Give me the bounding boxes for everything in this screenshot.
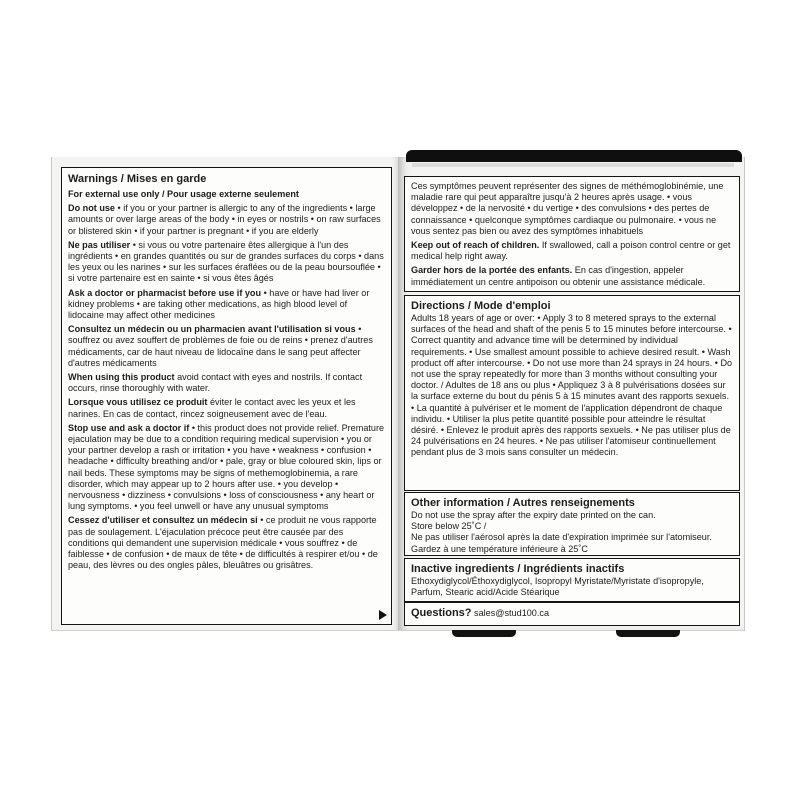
garder-text: En cas d'ingestion, appeler immédiatement un centre antipoison ou obtenir une assistance médicale. xyxy=(411,265,706,287)
cessez-title: Cessez d'utiliser et consultez un médecin si xyxy=(68,515,258,526)
ne-pas-utiliser-text: • si vous ou votre partenaire êtes allergique à l'un des ingrédients • en grandes quantités ou sur de grandes surfaces du corps • dans les yeux ou les narines • sur les surfaces éraflées ou de la peau boursouflée • si votre partenaire est en sainte • si vous êtes âgés xyxy=(68,239,384,284)
external-use-line: For external use only / Pour usage externe seulement xyxy=(68,189,299,199)
directions-section xyxy=(404,295,740,491)
keep-out-paragraph xyxy=(411,240,733,262)
keep-out-text: If swallowed, call a poison control centre or get medical help right away. xyxy=(411,240,731,262)
consultez-text: • souffrez ou avez souffert de problèmes de foie ou de reins • prenez d'autres médicaments, car de haut niveau de lidocaïne dans le sang peut affecter d'autres médicaments xyxy=(68,324,373,368)
ne-pas-utiliser-paragraph xyxy=(68,240,385,285)
questions-section xyxy=(404,602,740,626)
french-storage-line: Ne pas utiliser l'aérosol après la date d'expiration imprimée sur l'atomiseur. Gardez à une température inférieure à 25˚C xyxy=(411,532,712,554)
do-not-use-text: • if you or your partner is allergic to any of the ingredients • large amounts or over large areas of the body • in eyes or nostrils • on raw surfaces or blistered skin • if your partner is pregnant • if you are elderly xyxy=(68,203,381,236)
store-below-line: Store below 25˚C / xyxy=(411,521,487,532)
box-foot-left xyxy=(452,630,516,637)
ne-pas-utiliser-title: Ne pas utiliser xyxy=(68,239,131,250)
stop-use-text: • this product does not provide relief. Premature ejaculation may be due to a condition requiring medical supervision • you or your partner develop a rash or irritation • you have • weakness • confusion • headache • difficulty breathing and/or • pale, gray or blue coloured skin, lips or nail beds. These symptoms may be signs of methemoglobinemia, a rare disorder, which may appear up to 2 hours after use. • you develop • nervousness • dizziness • convulsions • loss of consciousness • any heart or lung symptoms. • you feel unwell or have any unusual symptoms xyxy=(68,422,385,512)
box-top-edge xyxy=(406,150,742,162)
ask-doctor-paragraph xyxy=(68,288,385,322)
consultez-paragraph xyxy=(68,324,385,369)
symptoms-text: Ces symptômes peuvent représenter des signes de méthémoglobinémie, une maladie rare qui peut apparaître jusqu'à 2 heures après usage. • vous développez • de la nervosité • du vertige • des convulsions • des pertes de connaissance • quelconque symptômes cardiaque ou pulmonaire. • vous ne vous sentez pas bien ou avez des symptômes inhabituels xyxy=(411,181,724,236)
stop-use-title: Stop use and ask a doctor if xyxy=(68,422,190,433)
questions-contact: sales@stud100.ca xyxy=(474,608,549,618)
do-not-use-paragraph xyxy=(68,203,385,237)
when-using-text: avoid contact with eyes and nostrils. If contact occurs, rinse thoroughly with water. xyxy=(68,372,363,394)
continue-arrow-icon xyxy=(379,610,387,620)
cessez-paragraph xyxy=(68,515,385,571)
lorsque-title: Lorsque vous utilisez ce produit xyxy=(68,397,208,408)
box-top-gloss xyxy=(412,163,734,167)
warnings-heading: Warnings / Mises en garde xyxy=(68,173,207,185)
questions-line xyxy=(411,607,733,620)
stop-use-paragraph xyxy=(68,423,385,513)
consultez-title: Consultez un médecin ou un pharmacien avant l'utilisation si vous xyxy=(68,324,356,335)
do-not-use-title: Do not use xyxy=(68,203,115,214)
expiry-line: Do not use the spray after the expiry date printed on the can. xyxy=(411,510,656,520)
directions-heading: Directions / Mode d'emploi xyxy=(411,300,551,312)
ask-doctor-text: • have or have had liver or kidney problems • are taking other medications, as high blood level of lidocaine may affect other medicines xyxy=(68,287,370,321)
warnings-section xyxy=(61,167,392,625)
inactive-ingredients-text: Ethoxydiglycol/Éthoxydiglycol, Isopropyl Myristate/Myristate d'isopropyle, Parfum, Stearic acid/Acide Stéarique xyxy=(411,576,704,598)
box-foot-right xyxy=(616,630,680,637)
when-using-title: When using this product xyxy=(68,372,175,383)
keep-out-title: Keep out of reach of children. xyxy=(411,240,540,251)
inactive-ingredients-heading: Inactive ingredients / Ingrédients inactifs xyxy=(411,563,625,575)
other-information-section xyxy=(404,492,740,556)
directions-text: Adults 18 years of age or over: • Apply 3 to 8 metered sprays to the external surfaces of the head and shaft of the penis 5 to 15 minutes before intercourse. • Correct quantity and advance time will be determined by individual requirements. • Use smallest amount possible to achieve desired result. • Wash product off after intercourse. • Do not use more than 24 sprays in 24 hours. • Do not use the spray repeatedly for more than 3 months without consulting your doctor. / Adultes de 18 ans ou plus • Appliquez 3 à 8 pulvérisations dosées sur la surface externe du bout du pénis 5 à 15 minutes avant des rapports sexuels. • La quantité à pulvériser et le moment de l'application dépendront de chaque individu. • Utiliser la plus petite quantité possible pour atteindre le résultat désiré. • Enlevez le produit après des rapports sexuels. • Ne pas utiliser plus de 24 pulvérisations en 24 heures. • Ne pas utiliser l'atomiseur continuellement pendant plus de 3 mois sans consulter un médecin. xyxy=(411,313,733,458)
symptoms-section xyxy=(404,176,740,292)
lorsque-text: éviter le contact avec les yeux et les narines. En cas de contact, rincez soigneusement avec de l'eau. xyxy=(68,397,356,419)
inactive-ingredients-section xyxy=(404,558,740,602)
ask-doctor-title: Ask a doctor or pharmacist before use if you xyxy=(68,287,262,298)
other-information-heading: Other information / Autres renseignements xyxy=(411,497,635,509)
questions-label: Questions? xyxy=(411,607,472,619)
garder-paragraph xyxy=(411,265,733,287)
when-using-paragraph xyxy=(68,372,385,394)
cessez-text: • ce produit ne vous rapporte pas de soulagement. L'éjaculation précoce peut être causée par des conditions qui demandent une supervision médicale • vous souffrez • de faiblesse • de confusion • de maux de tête • de difficultés à respirer et/ou • de peau, des lèvres ou des ongles pâles, bleuâtres ou grisâtres. xyxy=(68,515,378,571)
garder-title: Garder hors de la portée des enfants. xyxy=(411,265,573,276)
lorsque-paragraph xyxy=(68,397,385,419)
